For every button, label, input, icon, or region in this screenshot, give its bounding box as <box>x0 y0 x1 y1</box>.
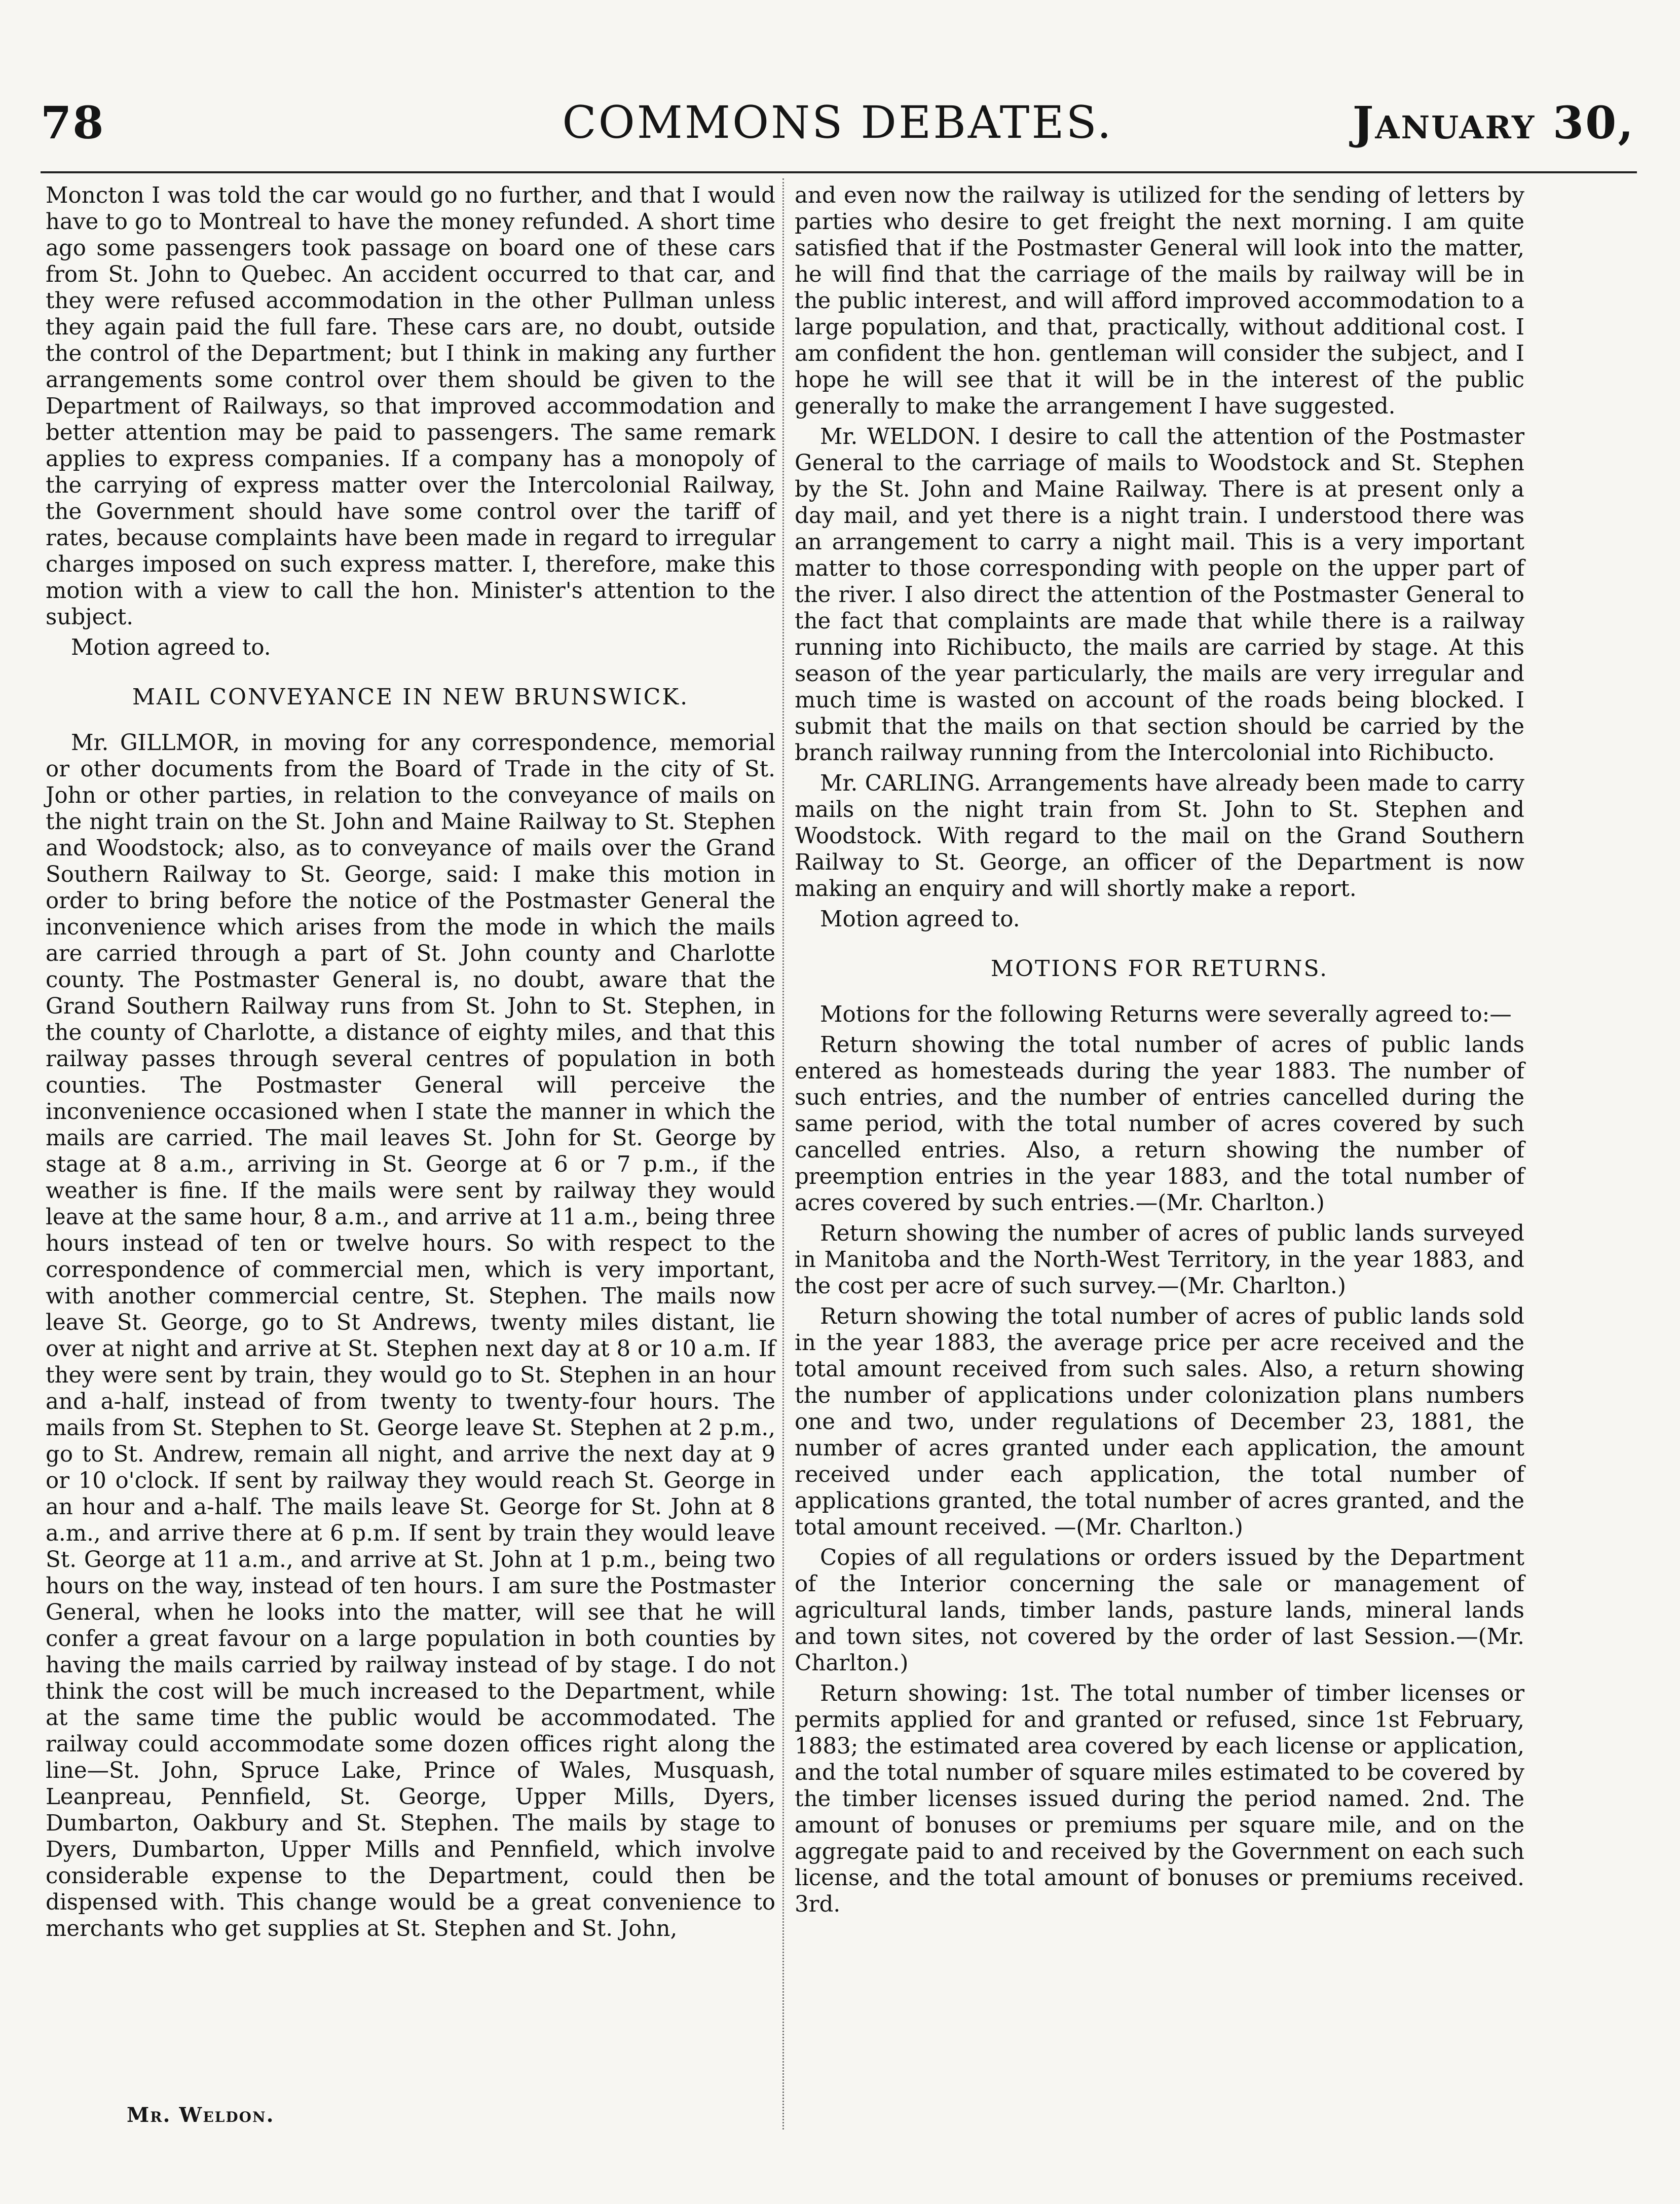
footer-signature: Mr. Weldon. <box>127 2103 275 2127</box>
page-header <box>41 96 1635 167</box>
paragraph: Copies of all regulations or orders issued by the Department of the Interior concerning the sale or management of agricultural lands, timber lands, pasture lands, mineral lands and town sites, not covered by the order of last Session.—(Mr. Charlton.) <box>795 1545 1524 1676</box>
column-divider <box>782 178 784 2130</box>
paragraph: Return showing the number of acres of public lands surveyed in Manitoba and the North-West Territory, in the year 1883, and the cost per acre of such survey.—(Mr. Charlton.) <box>795 1221 1524 1299</box>
paragraph: Motion agreed to. <box>71 635 271 660</box>
paragraph: Mr. CARLING. Arrangements have already been made to carry mails on the night train from St. John to St. Stephen and Woodstock. With regard to the mail on the Grand Southern Railway to St. George, an officer of the Department is now making an enquiry and will shortly make a report. <box>795 771 1524 902</box>
left-column <box>46 182 775 1946</box>
running-title: COMMONS DEBATES. <box>562 96 1113 148</box>
paragraph: Mr. WELDON. I desire to call the attention of the Postmaster General to the carriage of mails to Woodstock and St. Stephen by the St. John and Maine Railway. There is at present only a day mail, and yet there is a night train. I understood there was an arrangement to carry a night mail. This is a very important matter to those corresponding with people on the upper part of the river. I also direct the attention of the Postmaster General to the fact that complaints are made that while there is a railway running into Richibucto, the mails are carried by stage. At this season of the year particularly, the mails are very irregular and much time is wasted on account of the roads being blocked. I submit that the mails on that section should be carried by the branch railway running from the Intercolonial into Richibucto. <box>795 424 1524 766</box>
section-heading: MAIL CONVEYANCE IN NEW BRUNSWICK. <box>132 684 689 710</box>
paragraph: Return showing the total number of acres of public lands sold in the year 1883, the average price per acre received and the total amount received from such sales. Also, a return showing the number of applications under colonization plans numbers one and two, under regulations of December 23, 1881, the number of acres granted under each application, the amount received under each application, the total number of applications granted, the total number of acres granted, and the total amount received. —(Mr. Charlton.) <box>795 1304 1524 1540</box>
running-date: January 30, <box>1352 96 1635 149</box>
right-column <box>795 182 1524 1922</box>
paragraph: Return showing the total number of acres of public lands entered as homesteads during the year 1883. The number of such entries, and the number of entries cancelled during the same period, with the total number of acres covered by such cancelled entries. Also, a return showing the number of preemption entries in the year 1883, and the total number of acres covered by such entries.—(Mr. Charlton.) <box>795 1032 1524 1216</box>
paragraph: Motion agreed to. <box>820 907 1020 932</box>
section-heading: MOTIONS FOR RETURNS. <box>990 956 1329 982</box>
page-number: 78 <box>41 96 105 149</box>
paragraph: and even now the railway is utilized for the sending of letters by parties who desire to get freight the next morning. I am quite satisfied that if the Postmaster General will look into the matter, he will find that the carriage of the mails by railway will be in the public interest, and will afford improved accommodation to a large population, and that, practically, without additional cost. I am confident the hon. gentleman will consider the subject, and I hope he will see that it will be in the interest of the public generally to make the arrangement I have suggested. <box>795 183 1524 419</box>
paragraph: Return showing: 1st. The total number of timber licenses or permits applied for and granted or refused, since 1st February, 1883; the estimated area covered by each license or application, and the total number of square miles estimated to be covered by the timber licenses issued during the period named. 2nd. The amount of bonuses or premiums per square mile, and on the aggregate paid to and received by the Government on each such license, and the total amount of bonuses or premiums received. 3rd. <box>795 1681 1524 1917</box>
paragraph: Mr. GILLMOR, in moving for any correspondence, memorial or other documents from the Board of Trade in the city of St. John or other parties, in relation to the conveyance of mails on the night train on the St. John and Maine Railway to St. Stephen and Woodstock; also, as to conveyance of mails over the Grand Southern Railway to St. George, said: I make this motion in order to bring before the notice of the Postmaster General the inconvenience which arises from the mode in which the mails are carried through a part of St. John county and Charlotte county. The Postmaster General is, no doubt, aware that the Grand Southern Railway runs from St. John to St. Stephen, in the county of Charlotte, a distance of eighty miles, and that this railway passes through several centres of population in both counties. The Postmaster General will perceive the inconvenience occasioned when I state the manner in which the mails are carried. The mail leaves St. John for St. George by stage at 8 a.m., arriving in St. George at 6 or 7 p.m., if the weather is fine. If the mails were sent by railway they would leave at the same hour, 8 a.m., and arrive at 11 a.m., being three hours instead of ten or twelve hours. So with respect to the correspondence of commercial men, which is very important, with another commercial centre, St. Stephen. The mails now leave St. George, go to St Andrews, twenty miles distant, lie over at night and arrive at St. Stephen next day at 8 or 10 a.m. If they were sent by train, they would go to St. Stephen in an hour and a-half, instead of from twenty to twenty-four hours. The mails from St. Stephen to St. George leave St. Stephen at 2 p.m., go to St. Andrew, remain all night, and arrive the next day at 9 or 10 o'clock. If sent by railway they would reach St. George in an hour and a-half. The mails leave St. George for St. John at 8 a.m., and arrive there at 6 p.m. If sent by train they would leave St. George at 11 a.m., and arrive at St. John at 1 p.m., being two hours on the way, instead of ten hours. I am sure the Postmaster General, when he looks into the matter, will see that he will confer a great favour on a large population in both counties by having the mails carried by railway instead of by stage. I do not think the cost will be much increased to the Department, while at the same time the public would be accommodated. The railway could accommodate some dozen offices right along the line—St. John, Spruce Lake, Prince of Wales, Musquash, Leanpreau, Pennfield, St. George, Upper Mills, Dyers, Dumbarton, Oakbury and St. Stephen. The mails by stage to Dyers, Dumbarton, Upper Mills and Pennfield, which involve considerable expense to the Department, could then be dispensed with. This change would be a great convenience to merchants who get supplies at St. Stephen and St. John, <box>46 730 775 1941</box>
paragraph: Motions for the following Returns were severally agreed to:— <box>820 1002 1512 1027</box>
paragraph: Moncton I was told the car would go no further, and that I would have to go to Montreal to have the money refunded. A short time ago some passengers took passage on board one of these cars from St. John to Quebec. An accident occurred to that car, and they were refused accommodation in the other Pullman unless they again paid the full fare. These cars are, no doubt, outside the control of the Department; but I think in making any further arrangements some control over them should be given to the Department of Railways, so that improved accommodation and better attention may be paid to passengers. The same remark applies to express companies. If a company has a monopoly of the carrying of express matter over the Intercolonial Railway, the Government should have some control over the tariff of rates, because complaints have been made in regard to irregular charges imposed on such express matter. I, therefore, make this motion with a view to call the hon. Minister's attention to the subject. <box>46 183 775 630</box>
header-rule <box>41 171 1637 173</box>
